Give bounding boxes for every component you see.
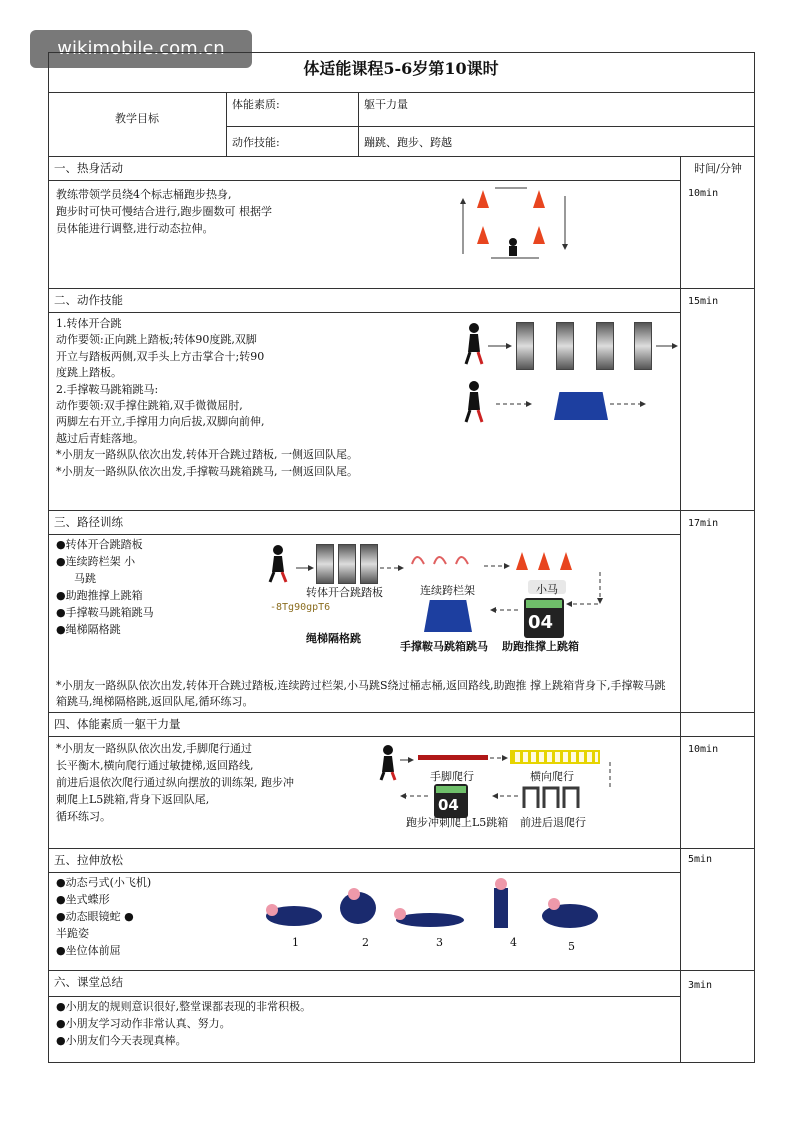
circuit-label-board: 转体开合跳踏板 — [306, 586, 383, 599]
page-title: 体适能课程5-6岁第10课时 — [303, 59, 499, 78]
cone-icon — [538, 552, 550, 570]
section-time-skills: 15min — [688, 296, 719, 307]
skill-value: 蹦跳、跑步、跨越 — [364, 136, 452, 149]
step-board — [556, 322, 574, 370]
skill-label: 动作技能: — [232, 136, 280, 149]
time-header: 时间/分钟 — [694, 162, 742, 175]
section-heading-summary: 六、课堂总结 — [54, 975, 123, 989]
stretch-diagram — [258, 874, 610, 956]
fitness-label: 体能素质: — [232, 98, 280, 111]
section-heading-skills: 二、动作技能 — [54, 293, 123, 307]
step-board — [516, 322, 534, 370]
vault-box — [424, 600, 472, 632]
section-time-summary: 3min — [688, 980, 713, 991]
skills-diagram — [460, 318, 678, 428]
stretch-bullets: ●动态弓式(小飞机) ●坐式蝶形 ●动态眼镜蛇 ● 半跪姿 ●坐位体前屈 — [56, 876, 152, 957]
jump-box-number: 04 — [528, 612, 554, 633]
step-board — [360, 544, 378, 584]
circuit-label-push-box: 助跑推撑上跳箱 — [502, 640, 579, 653]
core-label-lateral: 横向爬行 — [530, 770, 574, 783]
summary-bullets: ●小朋友的规则意识很好,整堂课都表现的非常积极。 ●小朋友学习动作非常认真、努力。 ●小朋友们今天表现真棒。 — [56, 1000, 312, 1047]
circuit-label-ladder: 绳梯隔格跳 — [306, 632, 361, 645]
step-board — [596, 322, 614, 370]
warmup-text: 教练带领学员绕4个标志桶跑步热身, 跑步时可快可慢结合进行,跑步圈数可 根据学 员体能进行调整,进行动态拉伸。 — [56, 188, 272, 235]
circuit-label-pony: 小马 — [536, 583, 558, 596]
section-heading-core: 四、体能素质一躯干力量 — [54, 717, 181, 731]
cone-icon — [560, 552, 572, 570]
stretch-number: 2 — [362, 936, 369, 949]
step-board — [316, 544, 334, 584]
warmup-diagram — [455, 184, 575, 268]
circuit-diagram — [262, 538, 612, 660]
core-label-crawl: 手脚爬行 — [430, 770, 474, 783]
core-label-sprint: 跑步冲刺爬上L5跳箱 — [406, 816, 509, 829]
core-label-back-forth: 前进后退爬行 — [520, 816, 586, 829]
circuit-note: *小朋友一路纵队依次出发,转体开合跳过踏板,连续跨过栏架,小马跳S绕过桶志桶,返回路线,助跑推 撑上跳箱背身下,手撑鞍马跳箱跳马,绳梯隔格跳,返回队尾,循环练习。 — [56, 679, 666, 708]
stretch-figures-icon — [258, 874, 610, 956]
stretch-number: 3 — [436, 936, 443, 949]
section-time-circuit: 17min — [688, 518, 719, 529]
section-time-core: 10min — [688, 744, 719, 755]
stretch-number: 4 — [510, 936, 517, 949]
jump-box-number: 04 — [438, 796, 459, 814]
balance-beam — [418, 755, 488, 760]
section-heading-stretch: 五、拉伸放松 — [54, 853, 123, 867]
jump-box — [434, 784, 468, 818]
stretch-number: 1 — [292, 936, 299, 949]
stretch-number: 5 — [568, 940, 575, 953]
goals-label: 教学目标 — [115, 112, 159, 125]
vault-box — [554, 392, 608, 420]
skills-text: 1.转体开合跳 动作要领:正向跳上踏板;转体90度跳,双脚 开立与踏板两侧,双手头上方击掌合十;转90 度跳上踏板。 2.手撑鞍马跳箱跳马: 动作要领:双手撑住跳箱,双手微微屈肘, 两脚左右开立,手撑用力向后拔,双脚向前伸, 越过后青蛙落地。 *小朋友一路纵队依次出发,转体开合跳过踏板, 一侧返回队尾。 *小朋友一路纵队依次出发,手撑鞍马跳箱跳马, 一侧返回队尾。 — [56, 317, 358, 478]
circuit-label-vault: 手撑鞍马跳箱跳马 — [400, 640, 488, 653]
section-heading-circuit: 三、路径训练 — [54, 515, 123, 529]
circuit-label-hurdles: 连续跨栏架 — [420, 584, 475, 597]
step-board — [634, 322, 652, 370]
watermark: wikimobile.com.cn — [30, 30, 252, 68]
agility-ladder — [510, 750, 600, 764]
step-board — [338, 544, 356, 584]
core-diagram — [378, 740, 628, 832]
section-heading-warmup: 一、热身活动 — [54, 161, 123, 175]
core-text: *小朋友一路纵队依次出发,手脚爬行通过 长平衡木,横向爬行通过敏捷梯,返回路线, 前进后退依次爬行通过纵向摆放的训练架, 跑步冲 刺爬上L5跳箱,背身下返回队尾, 循环练习。 — [56, 742, 294, 823]
section-time-warmup: 10min — [688, 188, 719, 199]
circuit-code: -8Tg90gpT6 — [270, 602, 331, 613]
path-arrows-icon — [455, 184, 575, 268]
section-time-stretch: 5min — [688, 854, 713, 865]
circuit-bullets: ●转体开合跳踏板 ●连续跨栏架 小 马跳 ●助跑推撑上跳箱 ●手撑鞍马跳箱跳马 ●绳梯隔格跳 — [56, 538, 154, 636]
cone-icon — [516, 552, 528, 570]
fitness-value: 躯干力量 — [364, 98, 408, 111]
jump-box — [524, 598, 564, 638]
